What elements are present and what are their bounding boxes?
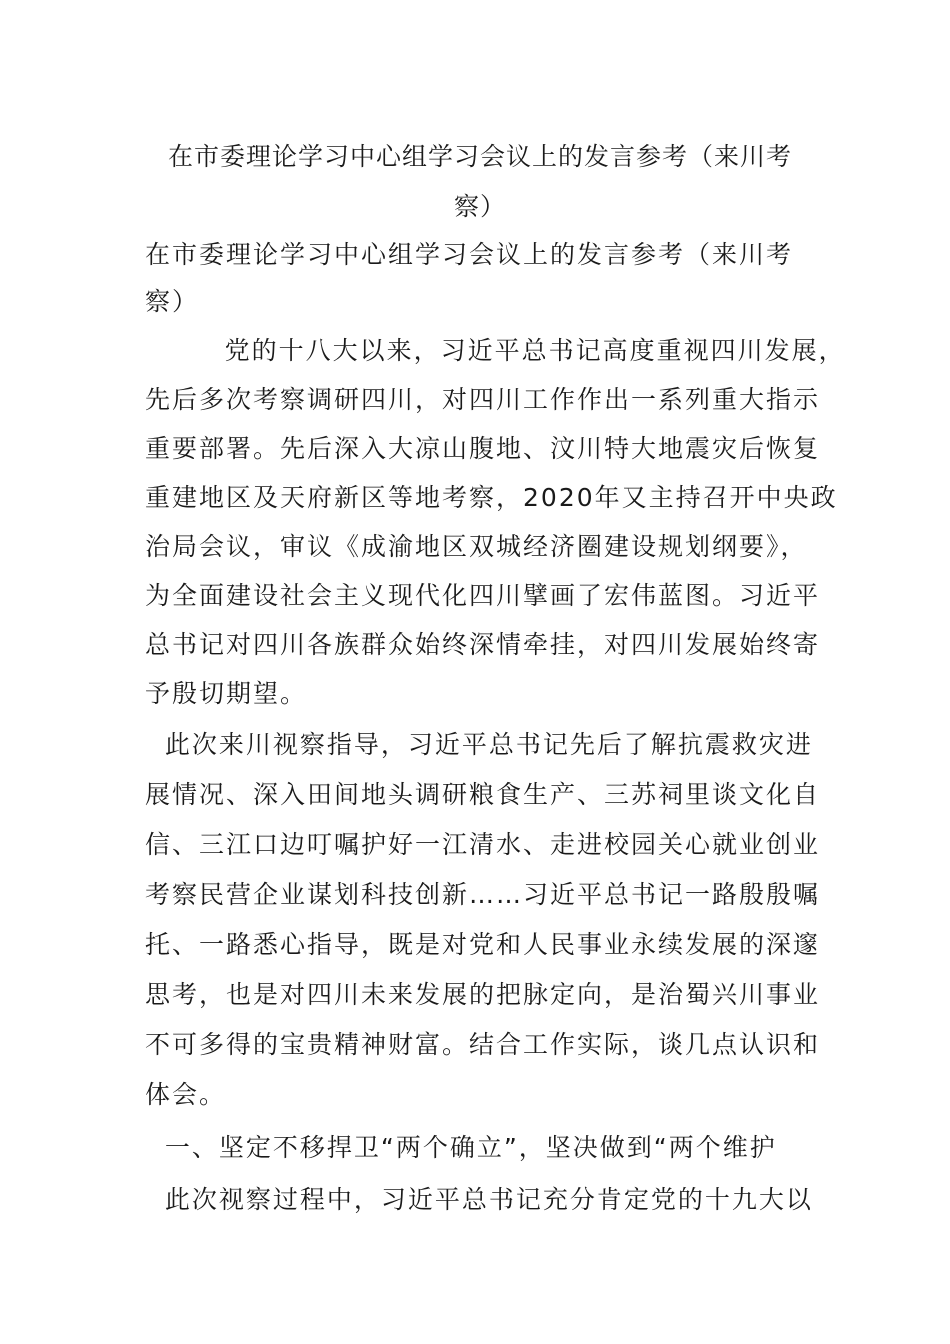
document-title xyxy=(150,132,810,232)
body-line: 此次视察过程中，习近平总书记充分肯定党的十九大以 xyxy=(145,1185,813,1214)
body-line: 不可多得的宝贵精神财富。结合工作实际，谈几点认识和 xyxy=(145,1030,821,1059)
title-line-1: 在市委理论学习中心组学习会议上的发言参考（来川考 xyxy=(167,142,792,171)
body-line: 予殷切期望。 xyxy=(145,679,308,708)
body-line: 展情况、深入田间地头调研粮食生产、三苏祠里谈文化自 xyxy=(145,780,821,809)
body-line: 此次来川视察指导，习近平总书记先后了解抗震救灾进 xyxy=(145,730,813,759)
title-line-2: 察） xyxy=(453,192,506,221)
body-line: 信、三江口边叮嘱护好一江清水、走进校园关心就业创业 xyxy=(145,830,821,859)
body-line: 托、一路悉心指导，既是对党和人民事业永续发展的深邃 xyxy=(145,930,821,959)
body-line: 考察民营企业谋划科技创新……习近平总书记一路殷殷嘱 xyxy=(145,880,821,909)
body-line: 治局会议，审议《成渝地区双城经济圈建设规划纲要》， xyxy=(145,532,808,561)
body-line: 为全面建设社会主义现代化四川擘画了宏伟蓝图。习近平 xyxy=(145,581,821,610)
body-line: 党的十八大以来，习近平总书记高度重视四川发展， xyxy=(145,336,846,365)
body-line: 在市委理论学习中心组学习会议上的发言参考（来川考 xyxy=(145,240,794,269)
section-heading: 一、坚定不移捍卫“两个确立”，坚决做到“两个维护 xyxy=(145,1133,777,1162)
body-line: 总书记对四川各族群众始终深情牵挂，对四川发展始终寄 xyxy=(145,630,821,659)
body-line: 察） xyxy=(145,287,200,316)
body-line: 体会。 xyxy=(145,1080,227,1109)
body-line: 思考，也是对四川未来发展的把脉定向，是治蜀兴川事业 xyxy=(145,980,821,1009)
body-line: 重要部署。先后深入大凉山腹地、汶川特大地震灾后恢复 xyxy=(145,434,821,463)
body-line: 重建地区及天府新区等地考察，2020年又主持召开中央政 xyxy=(145,483,838,512)
body-line: 先后多次考察调研四川，对四川工作作出一系列重大指示 xyxy=(145,385,821,414)
